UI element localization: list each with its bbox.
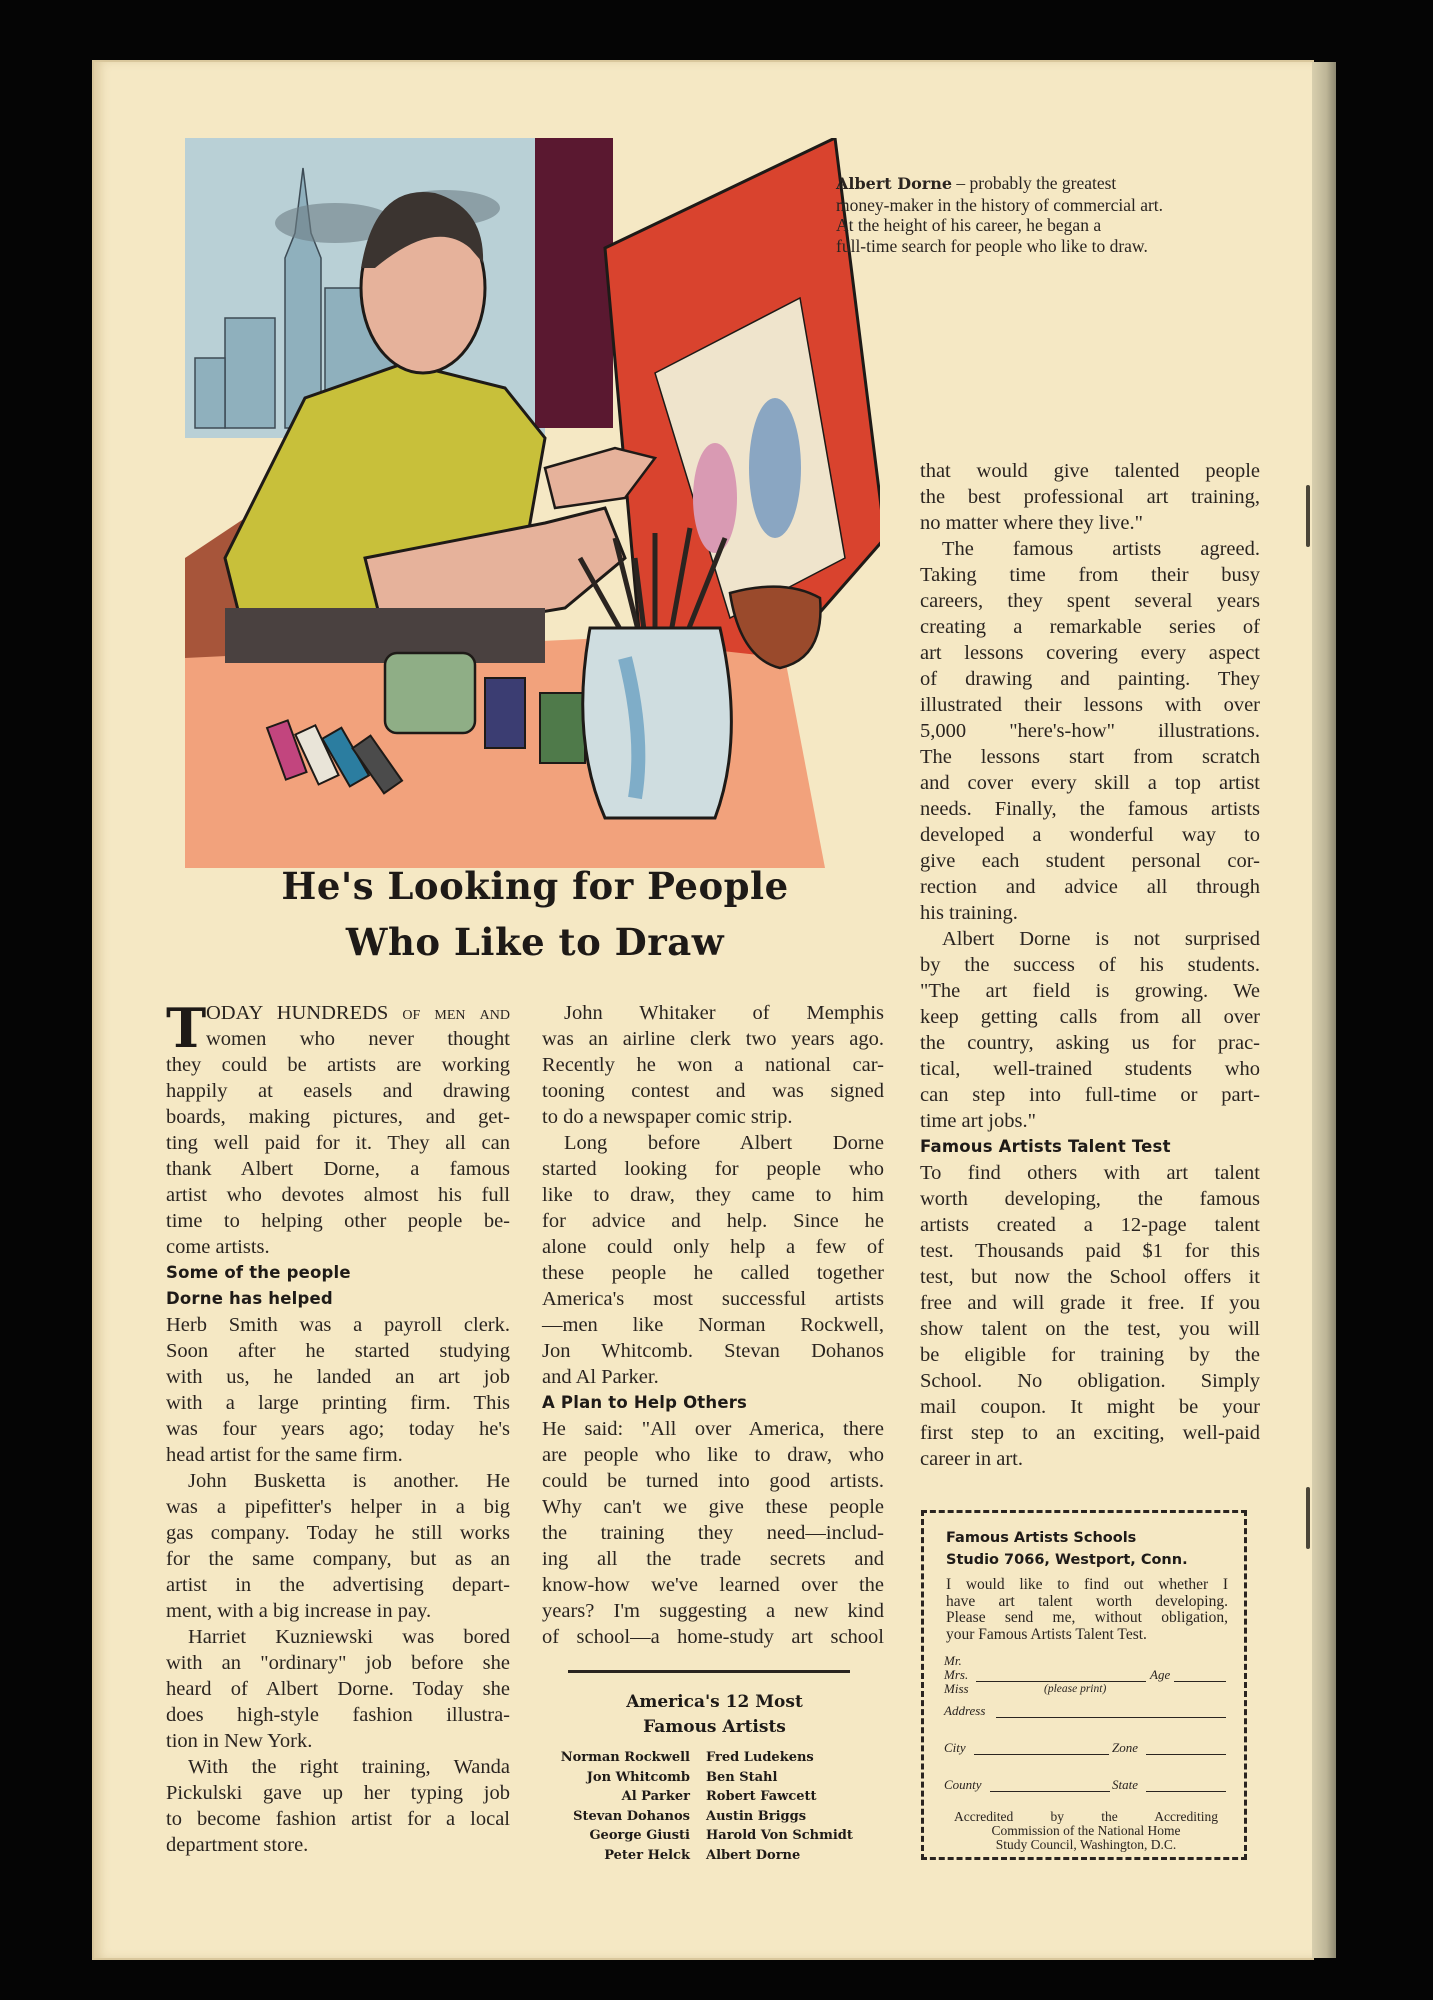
text-line: worth developing, the famous [920,1188,1260,1210]
text-line: "The art field is growing. We [920,980,1260,1002]
paragraph [166,1312,510,1468]
section-heading [542,1390,884,1416]
artist-name: Harold Von Schmidt [706,1828,853,1843]
caption-line: full-time search for people who like to draw. [836,235,1148,256]
artist-row [538,1846,898,1866]
brush-jar [583,628,732,818]
text-line: Dorne has helped [166,1289,333,1308]
curtain [535,138,613,428]
text-line: come artists. [166,1236,270,1258]
divider-rule [568,1670,850,1673]
text-line: ment, with a big increase in pay. [166,1600,432,1622]
text-line: Famous Artists Talent Test [920,1137,1171,1156]
please-print-note: (please print) [1044,1683,1107,1695]
text-line: Recently he won a national car- [542,1054,884,1076]
headline-line: He's Looking for People [281,864,789,908]
text-line: to become fashion artist for a local [166,1808,510,1830]
name-field[interactable] [976,1681,1146,1682]
text-line: ting well paid for it. They all can [166,1132,510,1154]
text-line: gas company. Today he still works [166,1522,510,1544]
artist-name: Peter Helck [604,1847,690,1863]
coupon-text-line: your Famous Artists Talent Test. [946,1625,1147,1643]
text-line: keep getting calls from all over [920,1006,1260,1028]
zone-field[interactable] [1146,1754,1226,1755]
heading-line: Famous Artists [643,1717,786,1737]
artist-row [538,1748,898,1768]
text-line: with an "ordinary" job before she [166,1652,510,1674]
text-line: art lessons covering every aspect [920,642,1260,664]
text-line: started looking for people who [542,1158,884,1180]
text-line: The famous artists agreed. [942,538,1260,560]
text-line: with us, he landed an art job [166,1366,510,1388]
text-line: the training they need—includ- [542,1522,884,1544]
artist-row [538,1807,898,1827]
text-line: Some of the people [166,1263,351,1282]
text-line: that would give talented people [920,460,1260,482]
artist-name: Austin Briggs [706,1808,807,1824]
text-line: needs. Finally, the famous artists [920,798,1260,820]
text-line: artists created a 12-page talent [920,1214,1260,1236]
address-label: Address [944,1703,986,1718]
coupon-text-line: have art talent worth developing. [946,1592,1228,1610]
text-line: artist who devotes almost his full [166,1184,510,1206]
famous-artists-list [538,1748,898,1865]
text-line: Albert Dorne is not surprised [942,928,1260,950]
text-line: was four years ago; today he's [166,1418,510,1440]
coupon-text-line: Please send me, without obligation, [946,1609,1228,1626]
text-line: He said: "All over America, there [542,1418,884,1440]
drawn-farmer [749,398,801,538]
text-line: —men like Norman Rockwell, [542,1314,884,1336]
artist-name: Stevan Dohanos [573,1808,690,1824]
text-line: ODAY HUNDREDS of men and [206,1002,510,1024]
text-line: career in art. [920,1448,1023,1470]
caption-line: At the height of his career, he began a [836,215,1102,235]
state-field[interactable] [1146,1791,1226,1792]
artist-name: Jon Whitcomb [586,1769,690,1785]
text-line: tical, well-trained students who [920,1058,1260,1080]
paragraph [166,1754,510,1858]
text-line: can step into full-time or part- [920,1084,1260,1106]
address-field[interactable] [996,1717,1226,1718]
text-line: the best professional art training, [920,486,1260,508]
paragraph [166,1468,510,1624]
text-line: test. Thousands paid $1 for this [920,1240,1260,1262]
artist-name: Ben Stahl [706,1769,778,1785]
text-line: no matter where they live." [920,512,1143,534]
text-line: With the right training, Wanda [188,1756,510,1778]
text-line: The lessons start from scratch [920,746,1260,768]
text-line: with a large printing firm. This [166,1392,510,1414]
text-line: know-how we've learned over the [542,1574,884,1596]
section-heading [166,1260,510,1312]
text-line: America's most successful artists [542,1288,884,1310]
coupon-school-name: Famous Artists Schools [946,1530,1137,1546]
text-line: by the success of his students. [920,954,1260,976]
artist-name: Fred Ludekens [706,1750,814,1765]
text-line: show talent on the test, you will [920,1318,1260,1340]
artist-name: Norman Rockwell [560,1750,690,1765]
artist-name: Al Parker [621,1789,690,1804]
ink-bottle [540,693,585,763]
caption-line: money-maker in the history of commercial art. [836,194,1164,215]
text-line: heard of Albert Dorne. Today she [166,1678,510,1700]
paragraph [920,1160,1260,1472]
text-line: Harriet Kuzniewski was bored [188,1626,510,1648]
text-line: Why can't we give these people [542,1496,884,1518]
spine-edge [1312,62,1336,1958]
text-line: illustrated their lessons with over [920,694,1260,716]
text-line: department store. [166,1834,309,1856]
text-line: could be turned into good artists. [542,1470,884,1492]
accreditation-line: Commission of the National Home [991,1823,1181,1838]
text-line: tooning contest and was signed [542,1080,884,1102]
text-line: time to helping other people be- [166,1210,510,1232]
county-label: County [944,1777,982,1792]
mrs-label: Mrs. [944,1667,969,1682]
city-label: City [944,1740,966,1755]
text-line: free and will grade it free. If you [920,1292,1260,1314]
article-column-3 [920,458,1260,1472]
text-line: Jon Whitcomb. Stevan Dohanos [542,1340,884,1362]
text-line: 5,000 "here's-how" illustrations. [920,720,1260,742]
artist-name: Albert Dorne [706,1847,801,1863]
accreditation-note [954,1810,1218,1852]
coupon-text-line: I would like to find out whether I [946,1576,1228,1593]
text-line: these people he called together [542,1262,884,1284]
mr-label: Mr. [944,1653,962,1668]
staple [1306,485,1310,547]
text-line: was a pipefitter's helper in a big [166,1496,510,1518]
drop-cap: T [166,996,207,1060]
city-field[interactable] [974,1754,1109,1755]
text-line: like to draw, they came to him [542,1184,884,1206]
state-label: State [1112,1777,1138,1792]
text-line: head artist for the same firm. [166,1444,403,1466]
paragraph [166,1624,510,1754]
text-line: boards, making pictures, and get- [166,1106,510,1128]
text-line: thank Albert Dorne, a famous [166,1158,510,1180]
text-line: time art jobs." [920,1110,1036,1132]
text-line: careers, they spent several years [920,590,1260,612]
text-line: Pickulski gave up her typing job [166,1782,510,1804]
drawn-woman [693,443,737,553]
coupon-studio: Studio 7066, Westport, Conn. [946,1552,1188,1568]
text-line: first step to an exciting, well-paid [920,1422,1260,1444]
age-label: Age [1150,1667,1171,1682]
man-trousers [225,608,545,663]
heading-line: America's 12 Most [626,1692,803,1712]
text-line: for the same company, but as an [166,1548,510,1570]
accreditation-line: Study Council, Washington, D.C. [995,1837,1177,1852]
text-line: for advice and help. Since he [542,1210,884,1232]
text-line: mail coupon. It might be your [920,1396,1260,1418]
famous-artists-heading [542,1690,887,1740]
text-line: was an airline clerk two years ago. [542,1028,884,1050]
text-line: be eligible for training by the [920,1344,1260,1366]
text-line: women who never thought [206,1028,510,1050]
text-line: to do a newspaper comic strip. [542,1106,793,1128]
text-line: creating a remarkable series of [920,616,1260,638]
artist-illustration [185,138,880,868]
text-line: the country, asking us for prac- [920,1032,1260,1054]
paragraph [920,926,1260,1134]
text-line: ing all the trade secrets and [542,1548,884,1570]
paragraph [920,458,1260,536]
text-line: of drawing and painting. They [920,668,1260,690]
paragraph [920,536,1260,926]
text-line: Long before Albert Dorne [564,1132,884,1154]
text-line: does high-style fashion illustra- [166,1704,510,1726]
text-line: tion in New York. [166,1730,313,1752]
text-line: A Plan to Help Others [542,1393,748,1412]
text-line: are people who like to draw, who [542,1444,884,1466]
artist-row [538,1787,898,1807]
paragraph [542,1416,884,1650]
text-line: Soon after he started studying [166,1340,510,1362]
text-line: developed a wonderful way to [920,824,1260,846]
text-line: artist in the advertising depart- [166,1574,510,1596]
text-line: School. No obligation. Simply [920,1370,1260,1392]
text-line: give each student personal cor- [920,850,1260,872]
text-line: they could be artists are working [166,1054,510,1076]
mail-coupon[interactable] [921,1510,1247,1860]
text-line: years? I'm suggesting a new kind [542,1600,884,1622]
coupon-request-text [946,1577,1228,1643]
text-line: John Whitaker of Memphis [564,1002,884,1024]
paragraph [542,1130,884,1390]
text-line: Herb Smith was a payroll clerk. [166,1314,510,1336]
text-line: and cover every skill a top artist [920,772,1260,794]
text-line: rection and advice all through [920,876,1260,898]
county-field[interactable] [990,1791,1110,1792]
artist-name: Robert Fawcett [706,1789,817,1804]
paragraph [542,1000,884,1130]
headline-line: Who Like to Draw [345,920,725,964]
article-column-2 [542,1000,884,1650]
illustration-caption [836,173,1256,256]
text-line: John Busketta is another. He [188,1470,510,1492]
zone-label: Zone [1112,1740,1138,1755]
accreditation-line: Accredited by the Accrediting [954,1809,1218,1824]
text-line: Taking time from their busy [920,564,1260,586]
headline [185,858,885,970]
text-line: To find others with art talent [920,1162,1260,1184]
miss-label: Miss [944,1681,969,1696]
text-line: happily at easels and drawing [166,1080,510,1102]
section-heading [920,1134,1260,1160]
artist-name: George Giusti [589,1828,690,1843]
staple [1306,1487,1310,1549]
text-line: alone could only help a few of [542,1236,884,1258]
text-line: of school—a home-study art school [542,1626,884,1648]
paragraph [166,996,510,1260]
text-line: and Al Parker. [542,1366,659,1388]
caption-line: – probably the greatest [952,173,1117,193]
article-column-1 [166,996,510,1858]
coupon-address [946,1527,1188,1571]
age-field[interactable] [1174,1681,1226,1682]
caption-name: Albert Dorne [836,174,953,193]
paint-container [385,653,475,733]
text-line: his training. [920,902,1018,924]
artist-row [538,1768,898,1788]
ink-bottle [485,678,525,748]
text-line: test, but now the School offers it [920,1266,1260,1288]
artist-row [538,1826,898,1846]
